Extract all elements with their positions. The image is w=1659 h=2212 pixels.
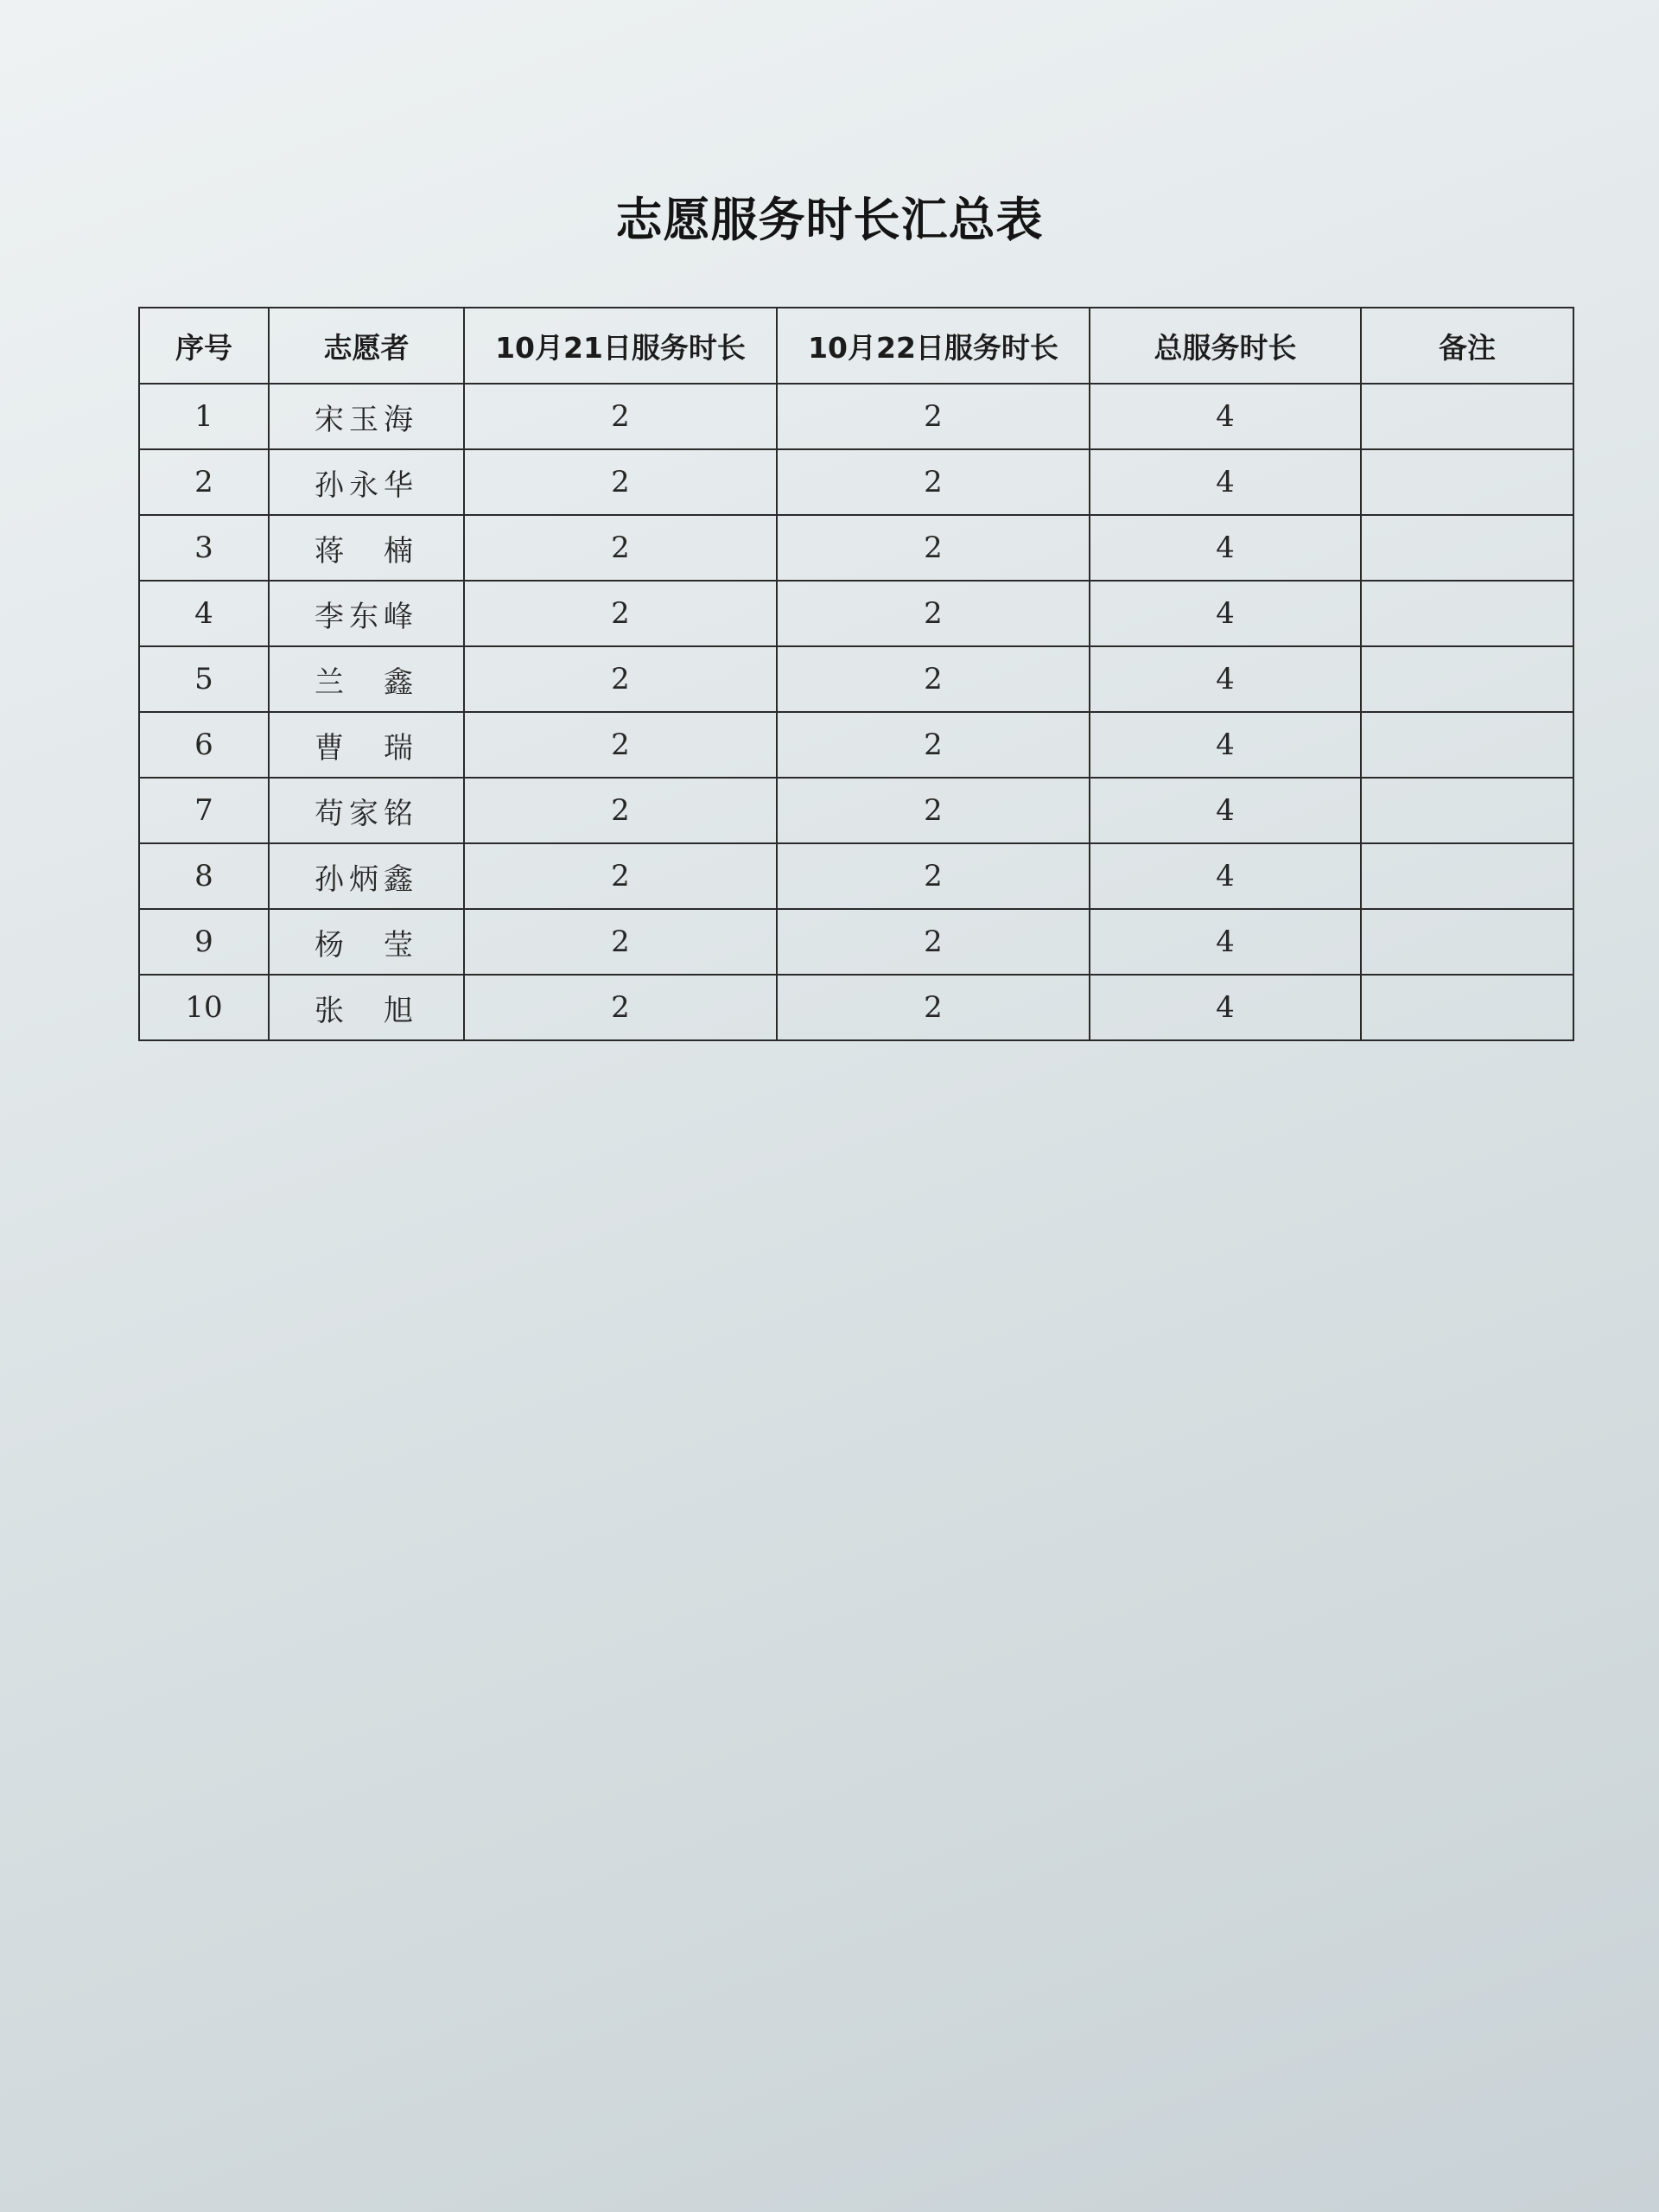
cell-total-hours: 4 [1090, 384, 1361, 449]
cell-seq: 3 [139, 515, 269, 581]
cell-oct22-hours: 2 [777, 384, 1090, 449]
cell-seq: 2 [139, 449, 269, 515]
cell-remarks [1361, 909, 1573, 975]
cell-oct21-hours: 2 [464, 843, 777, 909]
cell-total-hours: 4 [1090, 581, 1361, 646]
cell-oct22-hours: 2 [777, 449, 1090, 515]
table-row [139, 712, 1573, 778]
cell-oct22-hours: 2 [777, 909, 1090, 975]
cell-volunteer-name: 宋玉海 [269, 384, 464, 449]
cell-oct22-hours: 2 [777, 712, 1090, 778]
table-header-row [139, 308, 1573, 384]
cell-remarks [1361, 515, 1573, 581]
cell-oct21-hours: 2 [464, 515, 777, 581]
cell-seq: 9 [139, 909, 269, 975]
header-volunteer: 志愿者 [269, 308, 464, 384]
cell-total-hours: 4 [1090, 449, 1361, 515]
cell-remarks [1361, 712, 1573, 778]
table-row [139, 975, 1573, 1040]
cell-volunteer-name: 苟家铭 [269, 778, 464, 843]
cell-volunteer-name: 孙永华 [269, 449, 464, 515]
cell-volunteer-name: 张 旭 [269, 975, 464, 1040]
table-row [139, 581, 1573, 646]
cell-seq: 5 [139, 646, 269, 712]
cell-oct22-hours: 2 [777, 646, 1090, 712]
cell-oct21-hours: 2 [464, 975, 777, 1040]
cell-oct22-hours: 2 [777, 515, 1090, 581]
cell-seq: 6 [139, 712, 269, 778]
cell-volunteer-name: 兰 鑫 [269, 646, 464, 712]
cell-total-hours: 4 [1090, 843, 1361, 909]
cell-oct21-hours: 2 [464, 581, 777, 646]
table-row [139, 449, 1573, 515]
volunteer-hours-table [138, 307, 1574, 1041]
cell-total-hours: 4 [1090, 778, 1361, 843]
cell-oct22-hours: 2 [777, 975, 1090, 1040]
cell-seq: 10 [139, 975, 269, 1040]
cell-oct22-hours: 2 [777, 581, 1090, 646]
header-oct22-hours: 10月22日服务时长 [777, 308, 1090, 384]
cell-volunteer-name: 曹 瑞 [269, 712, 464, 778]
cell-total-hours: 4 [1090, 712, 1361, 778]
header-remarks: 备注 [1361, 308, 1573, 384]
cell-oct22-hours: 2 [777, 843, 1090, 909]
cell-total-hours: 4 [1090, 975, 1361, 1040]
table-row [139, 384, 1573, 449]
table-row [139, 515, 1573, 581]
table-row [139, 778, 1573, 843]
cell-total-hours: 4 [1090, 515, 1361, 581]
cell-oct22-hours: 2 [777, 778, 1090, 843]
cell-seq: 8 [139, 843, 269, 909]
cell-remarks [1361, 646, 1573, 712]
cell-seq: 1 [139, 384, 269, 449]
cell-oct21-hours: 2 [464, 712, 777, 778]
cell-oct21-hours: 2 [464, 384, 777, 449]
cell-oct21-hours: 2 [464, 646, 777, 712]
cell-remarks [1361, 843, 1573, 909]
cell-volunteer-name: 孙炳鑫 [269, 843, 464, 909]
table-row [139, 843, 1573, 909]
cell-total-hours: 4 [1090, 909, 1361, 975]
header-total-hours: 总服务时长 [1090, 308, 1361, 384]
cell-volunteer-name: 李东峰 [269, 581, 464, 646]
cell-remarks [1361, 778, 1573, 843]
document-title: 志愿服务时长汇总表 [615, 193, 1044, 247]
cell-seq: 4 [139, 581, 269, 646]
cell-seq: 7 [139, 778, 269, 843]
cell-oct21-hours: 2 [464, 449, 777, 515]
cell-volunteer-name: 蒋 楠 [269, 515, 464, 581]
cell-oct21-hours: 2 [464, 778, 777, 843]
table-row [139, 909, 1573, 975]
cell-volunteer-name: 杨 莹 [269, 909, 464, 975]
table-row [139, 646, 1573, 712]
cell-remarks [1361, 384, 1573, 449]
header-seq: 序号 [139, 308, 269, 384]
cell-total-hours: 4 [1090, 646, 1361, 712]
header-oct21-hours: 10月21日服务时长 [464, 308, 777, 384]
cell-remarks [1361, 581, 1573, 646]
cell-remarks [1361, 975, 1573, 1040]
cell-remarks [1361, 449, 1573, 515]
cell-oct21-hours: 2 [464, 909, 777, 975]
